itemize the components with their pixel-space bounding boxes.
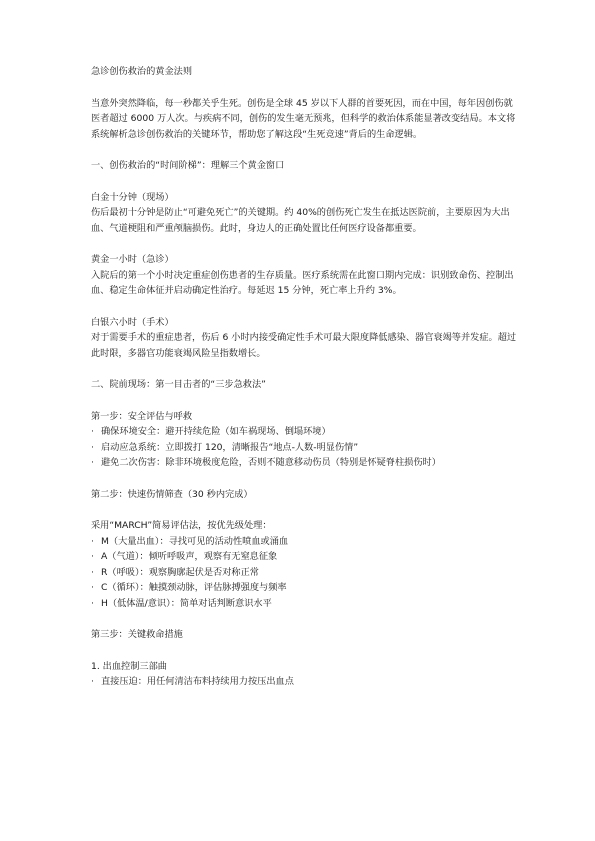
list-item-text: M（大量出血）：寻找可见的活动性喷血或涌血 xyxy=(101,535,289,547)
bullet-icon: · xyxy=(91,597,94,609)
list-item xyxy=(91,596,521,612)
bullet-icon: · xyxy=(91,535,94,547)
window-golden-title: 黄金一小时（急诊） xyxy=(91,254,174,265)
bullet-icon: · xyxy=(91,551,94,562)
bullet-icon: · xyxy=(91,582,94,593)
window-silver xyxy=(91,315,521,362)
step-1-heading: 第一步：安全评估与呼救 xyxy=(91,410,193,422)
list-item xyxy=(91,580,521,596)
bullet-icon: · xyxy=(91,426,94,437)
list-item-text: H（低体温/意识）：简单对话判断意识水平 xyxy=(101,597,272,609)
step-1-list xyxy=(91,424,521,471)
window-golden-text: 入院后的第一个小时决定重症创伤患者的生存质量。医疗系统需在此窗口期内完成：识别致命伤、控制出血、稳定生命体征并启动确定性治疗。每延迟 15 分钟，死亡率上升约 3%。 xyxy=(91,269,514,296)
list-item-text: R（呼吸）：观察胸廓起伏是否对称正常 xyxy=(101,566,259,578)
list-item-text: 直接压迫：用任何清洁布料持续用力按压出血点 xyxy=(101,676,294,687)
list-item xyxy=(91,565,521,581)
list-item xyxy=(91,534,521,550)
window-golden xyxy=(91,252,521,299)
window-platinum-text: 伤后最初十分钟是防止“可避免死亡”的关键期。约 40%的创伤死亡发生在抵达医院前，主要原因为大出血、气道梗阻和严重颅脑损伤。此时，身边人的正确处置比任何医疗设备都重要。 xyxy=(91,207,510,234)
bullet-icon: · xyxy=(91,441,94,453)
bullet-icon: · xyxy=(91,676,94,687)
bleed-control-heading: 1. 出血控制三部曲 xyxy=(91,660,167,672)
window-platinum-title: 白金十分钟（现场） xyxy=(91,191,174,203)
window-silver-title: 白银六小时（手术） xyxy=(91,316,174,328)
section-2-heading: 二、院前现场：第一目击者的“三步急救法” xyxy=(91,379,266,390)
list-item-text: A（气道）：倾听呼吸声，观察有无窒息征象 xyxy=(101,551,278,562)
document-page xyxy=(91,64,521,690)
section-1-heading: 一、创伤救治的“时间阶梯”：理解三个黄金窗口 xyxy=(91,160,285,171)
list-item xyxy=(91,424,521,440)
list-item-text: 避免二次伤害：除非环境极度危险，否则不随意移动伤员（特别是怀疑脊柱损伤时） xyxy=(101,457,441,468)
list-item xyxy=(91,674,521,690)
list-item xyxy=(91,455,521,471)
window-platinum xyxy=(91,190,521,237)
list-item xyxy=(91,549,521,565)
list-item-text: 确保环境安全：避开持续危险（如车祸现场、倒塌环境） xyxy=(101,426,331,437)
list-item-text: 启动应急系统：立即拨打 120，清晰报告“地点-人数-明显伤情” xyxy=(101,441,359,453)
bullet-icon: · xyxy=(91,457,94,468)
march-intro: 采用“MARCH”简易评估法，按优先级处理： xyxy=(91,520,272,531)
document-title: 急诊创伤救治的黄金法则 xyxy=(91,66,193,77)
intro-paragraph: 当意外突然降临，每一秒都关乎生死。创伤是全球 45 岁以下人群的首要死因，而在中国，每年因创伤就医者超过 6000 万人次。与疾病不同，创伤的发生毫无预兆，但科学的救治体系能显著改变结局。本文将系统解析急诊创伤救治的关键环节，帮助您了解这段“生死竞速”背后的生命逻辑。 xyxy=(91,97,516,140)
step-3-heading: 第三步：关键救命措施 xyxy=(91,629,183,640)
list-item xyxy=(91,440,521,456)
march-list xyxy=(91,534,521,612)
list-item-text: C（循环）：触摸颈动脉，评估脉搏强度与频率 xyxy=(101,582,287,593)
bullet-icon: · xyxy=(91,566,94,578)
step-2-heading: 第二步：快速伤情筛查（30 秒内完成） xyxy=(91,488,253,500)
bleed-control-list xyxy=(91,674,521,690)
window-silver-text: 对于需要手术的重症患者，伤后 6 小时内接受确定性手术可最大限度降低感染、器官衰竭等并发症。超过此时限，多器官功能衰竭风险呈指数增长。 xyxy=(91,332,517,359)
